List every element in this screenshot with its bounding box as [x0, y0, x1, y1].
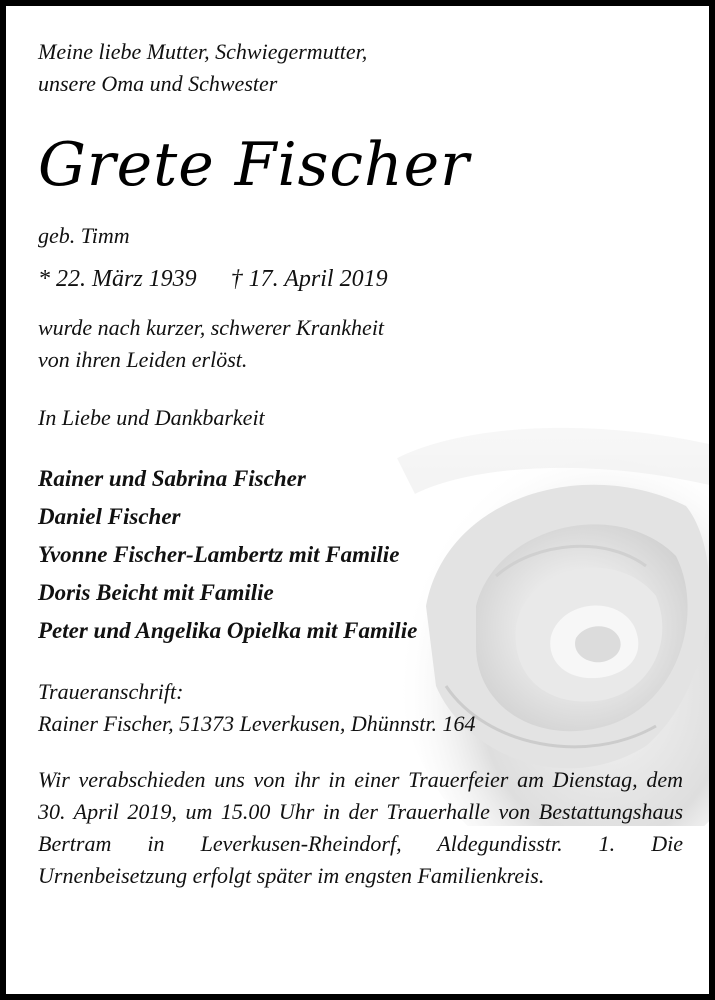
cause-text [38, 312, 683, 376]
closing-phrase: In Liebe und Dankbarkeit [38, 405, 265, 430]
notice-content [38, 36, 683, 892]
mourning-address [38, 676, 683, 740]
ceremony-paragraph: Wir verabschieden uns von ihr in einer Trauerfeier am Dienstag, dem 30. April 2019, um 15.00 Uhr in der Trauerhalle von Bestattungshaus Bertram in Leverkusen-Rheindorf, Aldegundisstr. 1. Die Urnenbeisetzung erfolgt später im engsten Familienkreis. [38, 767, 683, 888]
life-dates [38, 262, 683, 296]
mourner-name: Doris Beicht mit Familie [38, 580, 274, 605]
ceremony-text [38, 764, 683, 892]
intro-line: Meine liebe Mutter, Schwiegermutter, [38, 39, 368, 64]
birth-date: * 22. März 1939 [38, 266, 197, 292]
mourner-name: Yvonne Fischer-Lambertz mit Familie [38, 542, 400, 567]
deceased-name: Grete Fischer [38, 130, 470, 200]
mourners-list [38, 460, 683, 650]
address-label: Traueranschrift: [38, 679, 184, 704]
address-value: Rainer Fischer, 51373 Leverkusen, Dhünnstr. 164 [38, 711, 476, 736]
intro-line: unsere Oma und Schwester [38, 71, 278, 96]
mourner-name: Rainer und Sabrina Fischer [38, 466, 306, 491]
death-date: † 17. April 2019 [230, 266, 388, 292]
intro-text [38, 36, 683, 100]
birth-name: geb. Timm [38, 223, 130, 248]
mourner-name: Daniel Fischer [38, 504, 181, 529]
cause-line: wurde nach kurzer, schwerer Krankheit [38, 315, 385, 340]
cause-line: von ihren Leiden erlöst. [38, 347, 248, 372]
mourner-name: Peter und Angelika Opielka mit Familie [38, 618, 418, 643]
